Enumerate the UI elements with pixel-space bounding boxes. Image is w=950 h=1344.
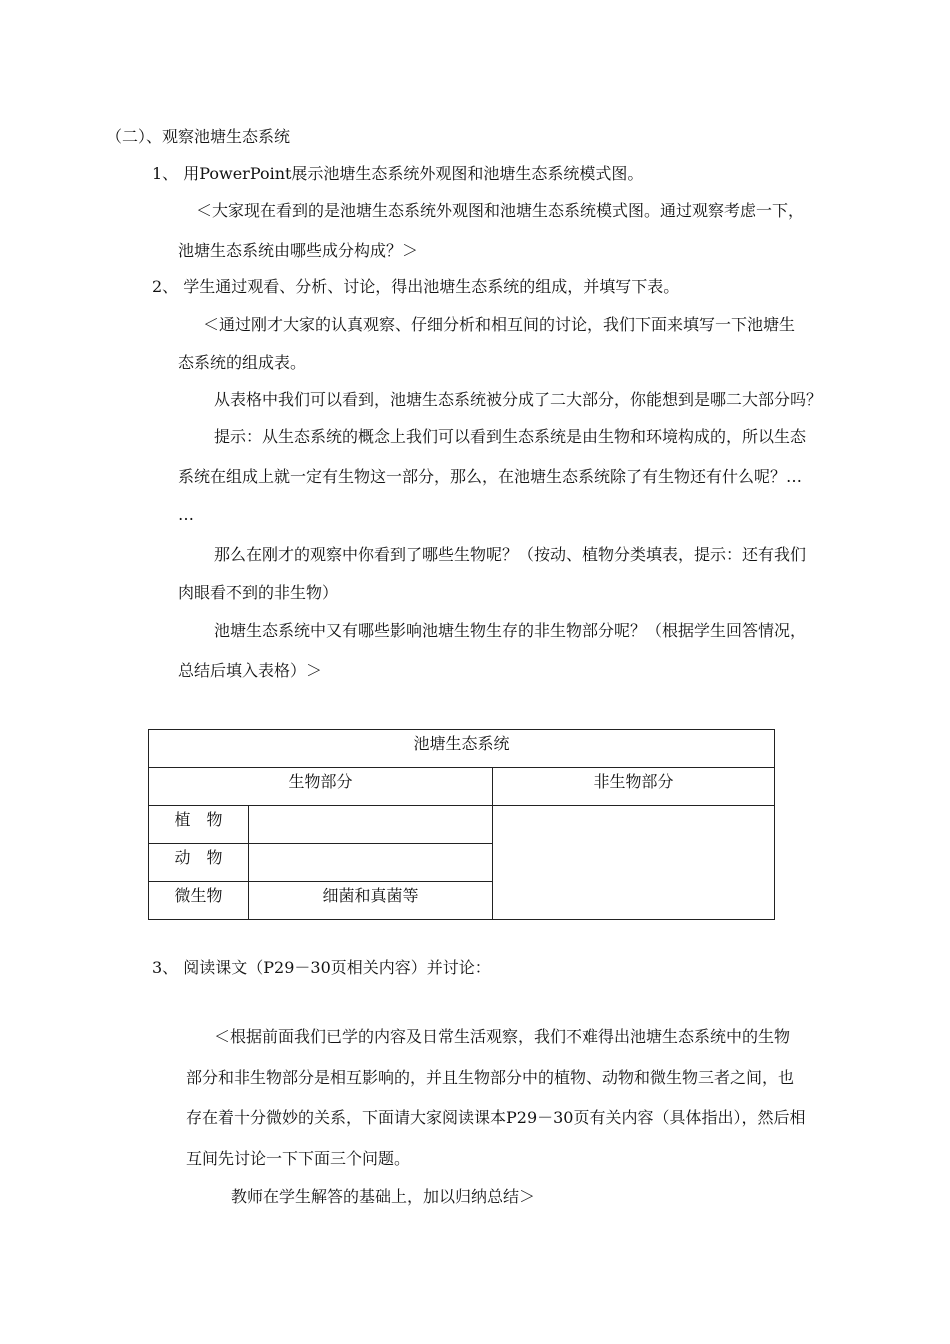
table-title: 池塘生态系统 xyxy=(149,730,775,768)
step-3-note-line-3: 存在着十分微妙的关系，下面请大家阅读课本P29－30页有关内容（具体指出），然后相 xyxy=(186,1108,806,1127)
step-3: 3、 阅读课文（P29－30页相关内容）并讨论： xyxy=(152,958,491,977)
step-2: 2、 学生通过观看、分析、讨论，得出池塘生态系统的组成，并填写下表。 xyxy=(152,277,680,296)
row-value-microbes: 细菌和真菌等 xyxy=(249,882,493,920)
step-3-note-line-4: 互间先讨论一下下面三个问题。 xyxy=(186,1149,411,1168)
table-row xyxy=(149,806,775,844)
row-label-microbes: 微生物 xyxy=(149,882,249,920)
table-header-biotic: 生物部分 xyxy=(149,768,493,806)
paragraph-a: 从表格中我们可以看到，池塘生态系统被分成了二大部分，你能想到是哪二大部分吗？ xyxy=(214,390,823,409)
section-title: （二）、观察池塘生态系统 xyxy=(106,127,291,146)
step-2-note-line-2: 态系统的组成表。 xyxy=(178,353,307,372)
paragraph-d-line-2: 总结后填入表格）＞ xyxy=(178,661,323,680)
pond-ecosystem-table xyxy=(148,729,775,920)
row-label-animals: 动 物 xyxy=(149,844,249,882)
abiotic-cell xyxy=(493,806,775,920)
paragraph-b-line-2: 系统在组成上就一定有生物这一部分，那么，在池塘生态系统除了有生物还有什么呢？… xyxy=(178,467,803,486)
row-value-plants xyxy=(249,806,493,844)
step-3-note-line-1: ＜根据前面我们已学的内容及日常生活观察，我们不难得出池塘生态系统中的生物 xyxy=(214,1027,791,1046)
step-2-note-line-1: ＜通过刚才大家的认真观察、仔细分析和相互间的讨论，我们下面来填写一下池塘生 xyxy=(203,315,796,334)
step-1-note-line-2: 池塘生态系统由哪些成分构成？＞ xyxy=(178,241,419,260)
step-1-note-line-1: ＜大家现在看到的是池塘生态系统外观图和池塘生态系统模式图。通过观察考虑一下， xyxy=(196,201,805,220)
paragraph-b-line-3: … xyxy=(178,505,194,524)
table-header-abiotic: 非生物部分 xyxy=(493,768,775,806)
step-1: 1、 用PowerPoint展示池塘生态系统外观图和池塘生态系统模式图。 xyxy=(152,164,644,183)
closing-line: 教师在学生解答的基础上，加以归纳总结＞ xyxy=(231,1187,536,1206)
step-3-note-line-2: 部分和非生物部分是相互影响的，并且生物部分中的植物、动物和微生物三者之间，也 xyxy=(186,1068,795,1087)
row-value-animals xyxy=(249,844,493,882)
row-label-plants: 植 物 xyxy=(149,806,249,844)
paragraph-c-line-1: 那么在刚才的观察中你看到了哪些生物呢？（按动、植物分类填表，提示：还有我们 xyxy=(214,545,807,564)
paragraph-c-line-2: 肉眼看不到的非生物） xyxy=(178,583,339,602)
paragraph-d-line-1: 池塘生态系统中又有哪些影响池塘生物生存的非生物部分呢？（根据学生回答情况， xyxy=(214,621,807,640)
paragraph-b-line-1: 提示：从生态系统的概念上我们可以看到生态系统是由生物和环境构成的，所以生态 xyxy=(214,427,807,446)
